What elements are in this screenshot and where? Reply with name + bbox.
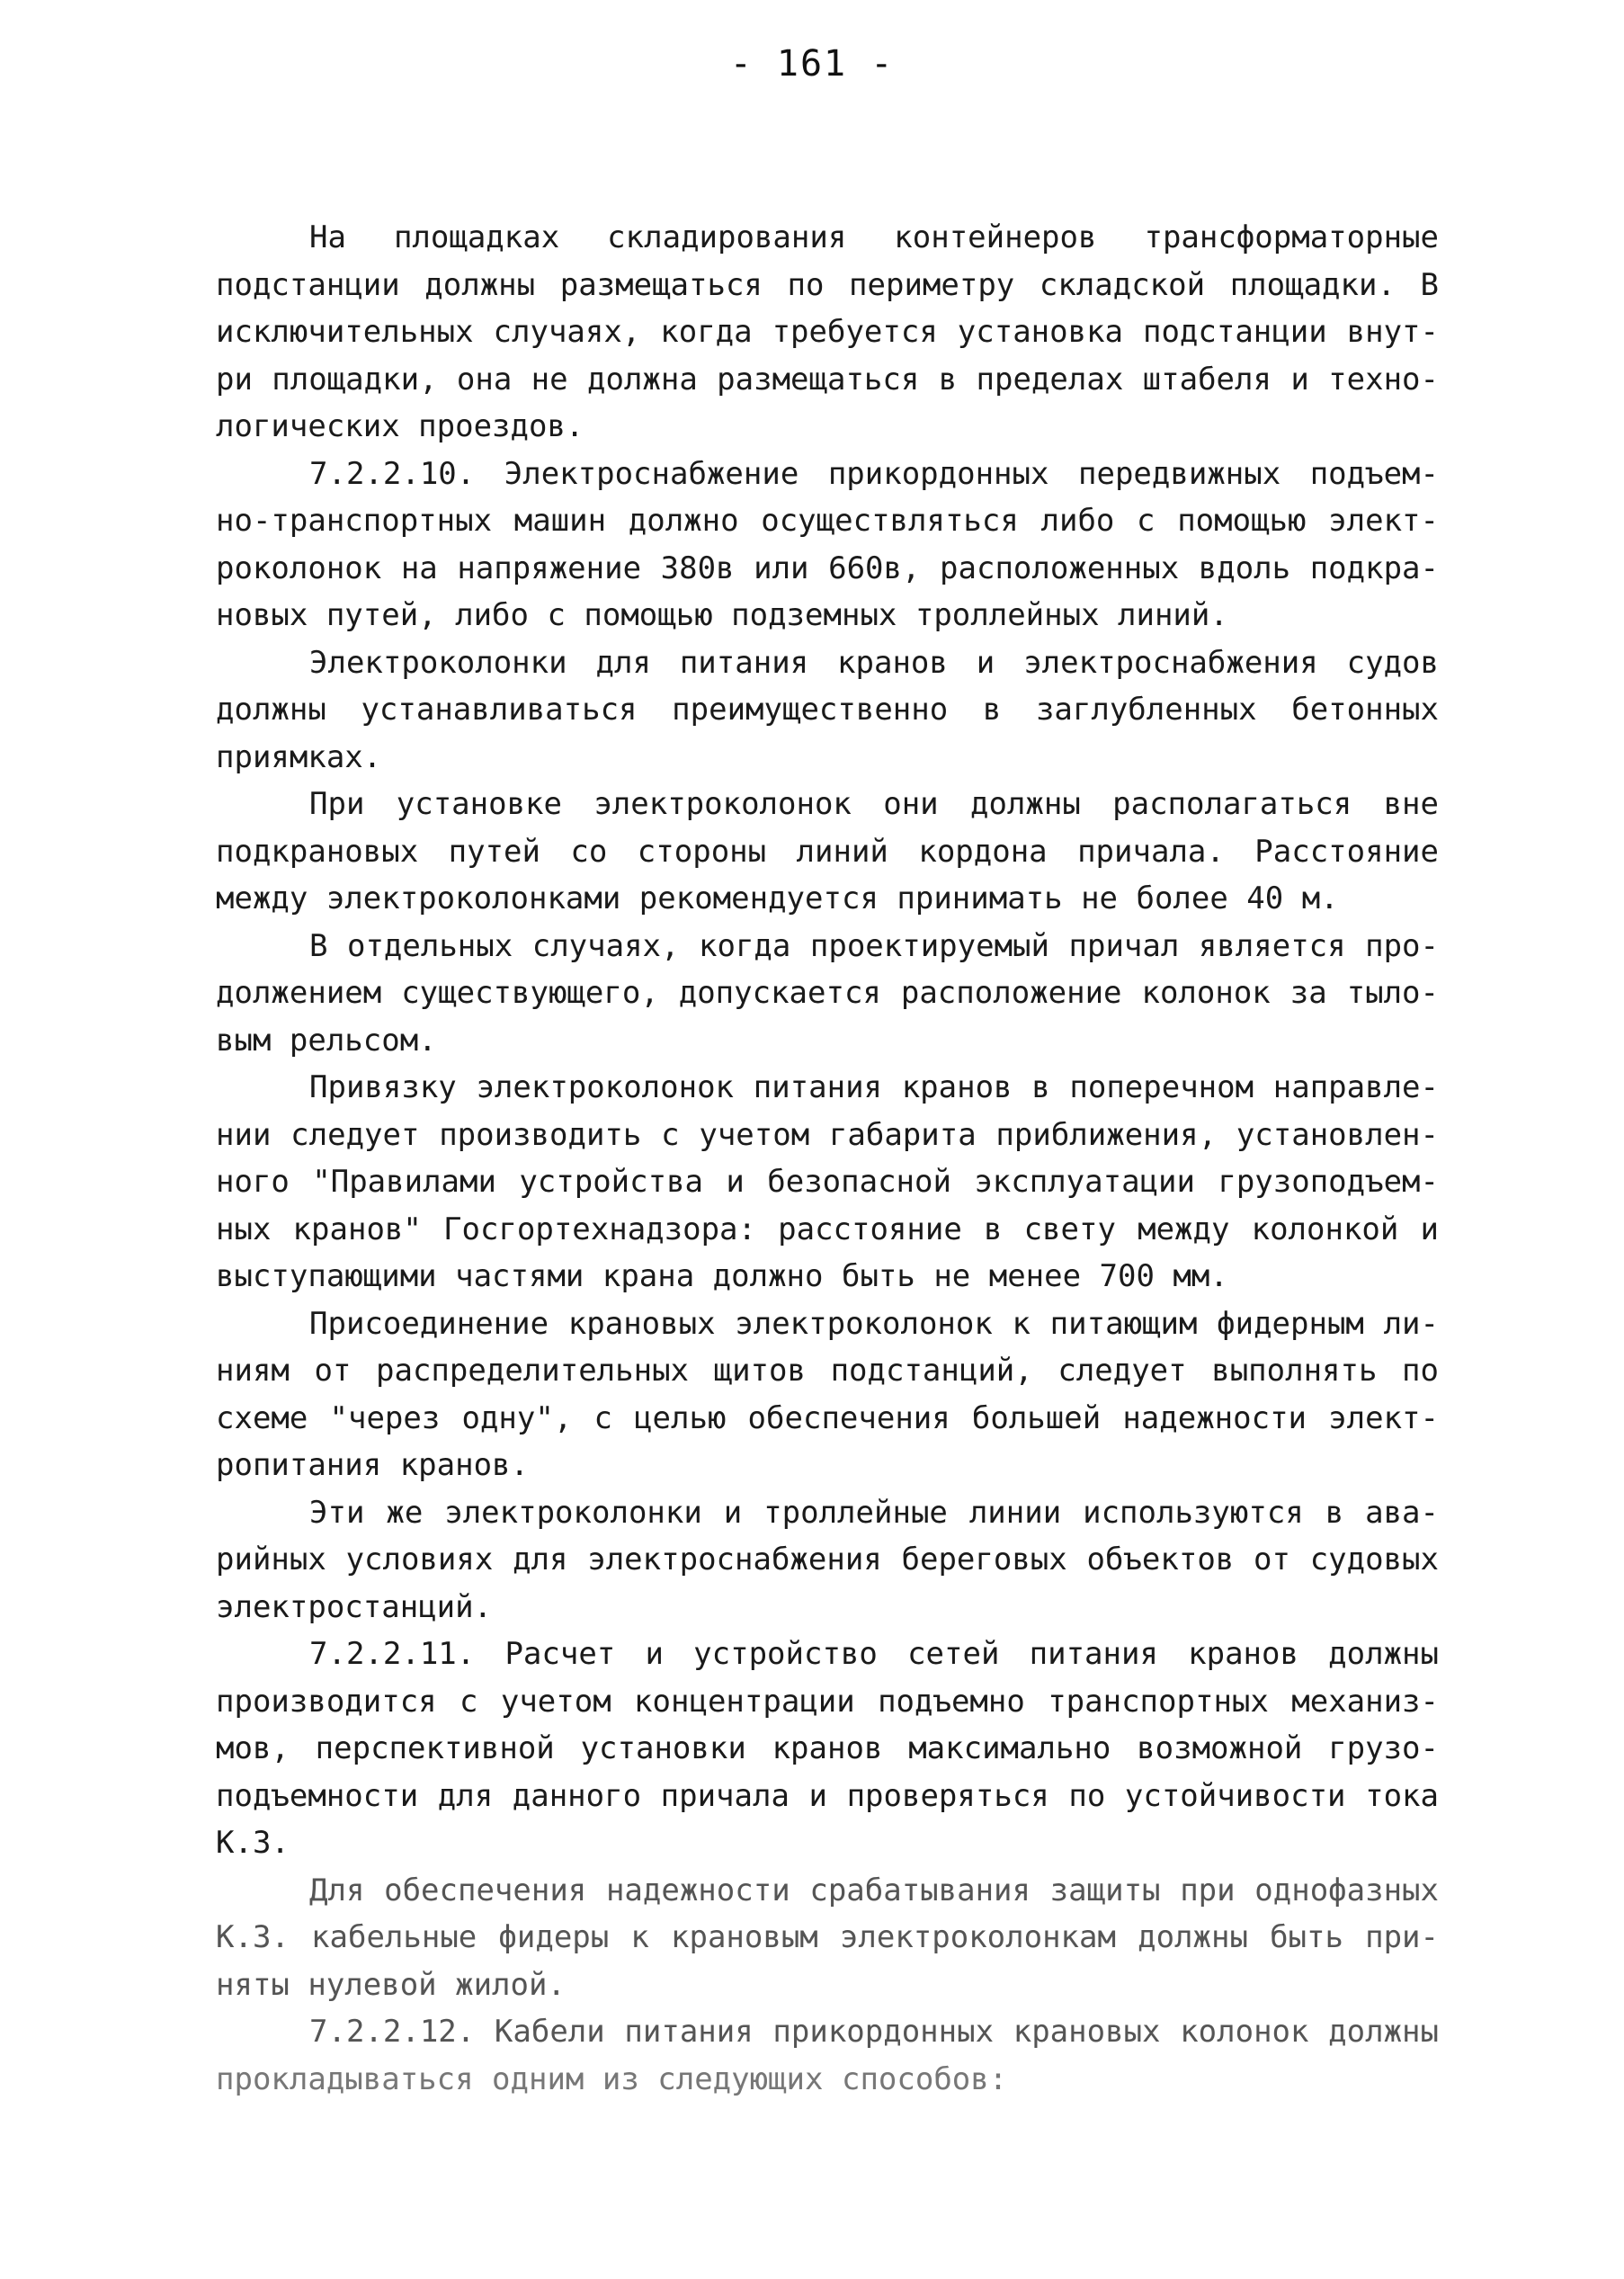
paragraph: [216, 781, 1439, 923]
text-line: рийных условиях для электроснабжения береговых объектов от судовых: [216, 1542, 1439, 1577]
paragraph: [216, 2008, 1439, 2103]
text-line: К.З. кабельные фидеры к крановым электроколонкам должны быть при-: [216, 1919, 1439, 1955]
text-line: между электроколонками рекомендуется принимать не более 40 м.: [216, 880, 1339, 916]
text-line: Присоединение крановых электроколонок к питающим фидерным ли-: [309, 1305, 1439, 1342]
text-line: приямках.: [216, 738, 382, 775]
text-line: подъемности для данного причала и проверяться по устойчивости тока: [216, 1777, 1439, 1814]
text-line: няты нулевой жилой.: [216, 1966, 566, 2003]
text-line: вым рельсом.: [216, 1022, 437, 1059]
paragraph: [216, 1631, 1439, 1867]
text-line: новых путей, либо с помощью подземных троллейных линий.: [216, 597, 1228, 633]
paragraph: [216, 451, 1439, 639]
text-line: исключительных случаях, когда требуется установка подстанции внут-: [216, 314, 1439, 350]
text-line: схеме "через одну", с целью обеспечения большей надежности элект-: [216, 1399, 1439, 1436]
text-line: мов, перспективной установки кранов максимально возможной грузо-: [216, 1730, 1439, 1766]
text-line: В отдельных случаях, когда проектируемый причал является про-: [309, 927, 1439, 964]
paragraph: [216, 1300, 1439, 1489]
text-line: Эти же электроколонки и троллейные линии используются в ава-: [309, 1494, 1439, 1531]
text-line: ного "Правилами устройства и безопасной эксплуатации грузоподъем-: [216, 1164, 1439, 1200]
text-line: На площадках складирования контейнеров трансформаторные: [309, 219, 1439, 255]
text-line: электростанций.: [216, 1588, 493, 1625]
text-line: При установке электроколонок они должны располагаться вне: [309, 786, 1439, 822]
page-number: - 161 -: [729, 43, 895, 85]
paragraph: [216, 1489, 1439, 1631]
text-line: ных кранов" Госгортехнадзора: расстояние в свету между колонкой и: [216, 1211, 1439, 1247]
text-line: 7.2.2.10. Электроснабжение прикордонных передвижных подъем-: [309, 455, 1439, 492]
paragraph: [216, 1064, 1439, 1300]
paragraph: [216, 639, 1439, 782]
text-line: Привязку электроколонок питания кранов в поперечном направле-: [309, 1069, 1439, 1105]
paragraph: [216, 214, 1439, 451]
text-line: Для обеспечения надежности срабатывания защиты при однофазных: [309, 1872, 1439, 1908]
text-line: ропитания кранов.: [216, 1447, 529, 1483]
text-line: но-транспортных машин должно осуществляться либо с помощью элект-: [216, 503, 1439, 539]
text-line: роколонок на напряжение 380в или 660в, расположенных вдоль подкра-: [216, 550, 1439, 586]
text-line: ри площадки, она не должна размещаться в пределах штабеля и техно-: [216, 361, 1439, 398]
document-body: [216, 214, 1439, 2103]
text-line: подкрановых путей со стороны линий кордона причала. Расстояние: [216, 833, 1439, 870]
text-line: логических проездов.: [216, 408, 584, 444]
text-line: 7.2.2.12. Кабели питания прикордонных крановых колонок должны: [309, 2014, 1439, 2050]
paragraph: [216, 923, 1439, 1065]
text-line: производится с учетом концентрации подъемно транспортных механиз-: [216, 1683, 1439, 1720]
text-line: ниям от распределительных щитов подстанций, следует выполнять по: [216, 1353, 1439, 1389]
text-line: подстанции должны размещаться по периметру складской площадки. В: [216, 266, 1439, 303]
paragraph: [216, 1867, 1439, 2009]
text-line: К.З.: [216, 1825, 290, 1861]
text-line: Электроколонки для питания кранов и электроснабжения судов: [309, 644, 1439, 681]
text-line: прокладываться одним из следующих способов:: [216, 2060, 1008, 2097]
text-line: выступающими частями крана должно быть не менее 700 мм.: [216, 1258, 1228, 1294]
text-line: нии следует производить с учетом габарита приближения, установлен-: [216, 1116, 1439, 1153]
text-line: должением существующего, допускается расположение колонок за тыло-: [216, 975, 1439, 1011]
text-line: должны устанавливаться преимущественно в заглубленных бетонных: [216, 692, 1439, 728]
text-line: 7.2.2.11. Расчет и устройство сетей питания кранов должны: [309, 1636, 1439, 1672]
